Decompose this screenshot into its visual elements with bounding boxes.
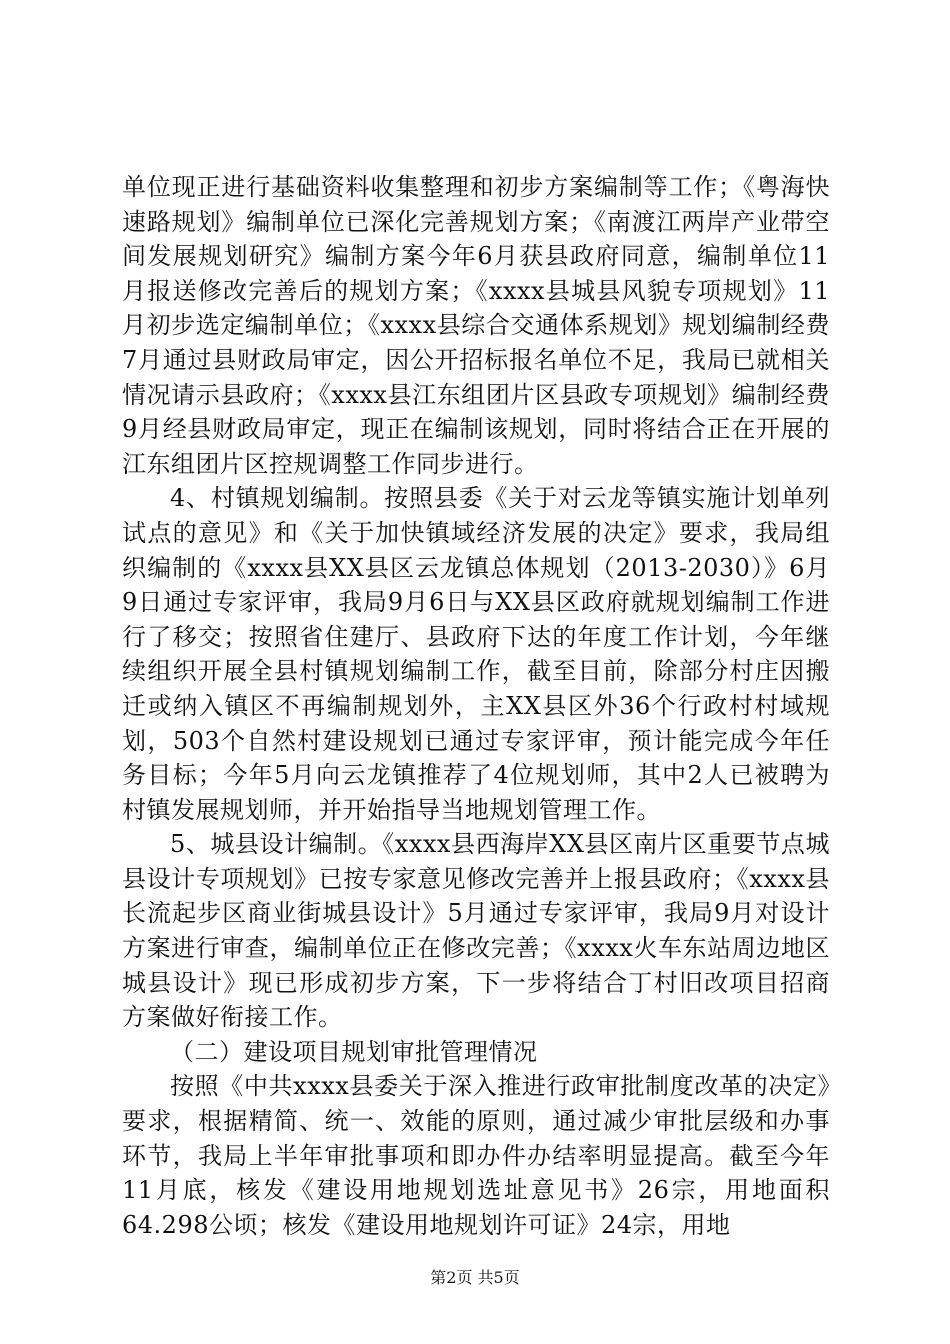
paragraph-approval-reform: 按照《中共xxxx县委关于深入推进行政审批制度改革的决定》要求，根据精简、统一、效能的原则，通过减少审批层级和办事环节，我局上半年审批事项和即办件办结率明显提高。截至今年11月底，核发《建设用地规划选址意见书》26宗，用地面积64.298公顷；核发《建设用地规划许可证》24宗，用地 (122, 1072, 830, 1239)
paragraph-village-planning: 4、村镇规划编制。按照县委《关于对云龙等镇实施计划单列试点的意见》和《关于加快镇域经济发展的决定》要求，我局组织编制的《xxxx县XX县区云龙镇总体规划（2013-2030）》6月9日通过专家评审，我局9月6日与XX县区政府就规划编制工作进行了移交；按照省住建厅、县政府下达的年度工作计划，今年继续组织开展全县村镇规划编制工作，截至目前，除部分村庄因搬迁或纳入镇区不再编制规划外，主XX县区外36个行政村村域规划，503个自然村建设规划已通过专家评审，预计能完成今年任务目标；今年5月向云龙镇推荐了4位规划师，其中2人已被聘为村镇发展规划师，并开始指导当地规划管理工作。 (122, 484, 830, 824)
paragraph-continuation: 单位现正进行基础资料收集整理和初步方案编制等工作；《粤海快速路规划》编制单位已深化完善规划方案；《南渡江两岸产业带空间发展规划研究》编制方案今年6月获县政府同意，编制单位11月报送修改完善后的规划方案；《xxxx县城县风貌专项规划》11月初步选定编制单位；《xxxx县综合交通体系规划》规划编制经费7月通过县财政局审定，因公开招标报名单位不足，我局已就相关情况请示县政府；《xxxx县江东组团片区县政专项规划》编制经费9月经县财政局审定，现正在编制该规划，同时将结合正在开展的江东组团片区控规调整工作同步进行。 (122, 173, 830, 478)
page-number-footer: 第2页 共5页 (430, 1268, 520, 1287)
document-body (122, 170, 830, 1242)
paragraph-urban-design: 5、城县设计编制。《xxxx县西海岸XX县区南片区重要节点城县设计专项规划》已按专家意见修改完善并上报县政府；《xxxx县长流起步区商业街城县设计》5月通过专家评审，我局9月对设计方案进行审查，编制单位正在修改完善；《xxxx火车东站周边地区城县设计》现已形成初步方案，下一步将结合丁村旧改项目招商方案做好衔接工作。 (122, 830, 830, 1032)
section-heading-project-approval: （二）建设项目规划审批管理情况 (170, 1037, 538, 1066)
